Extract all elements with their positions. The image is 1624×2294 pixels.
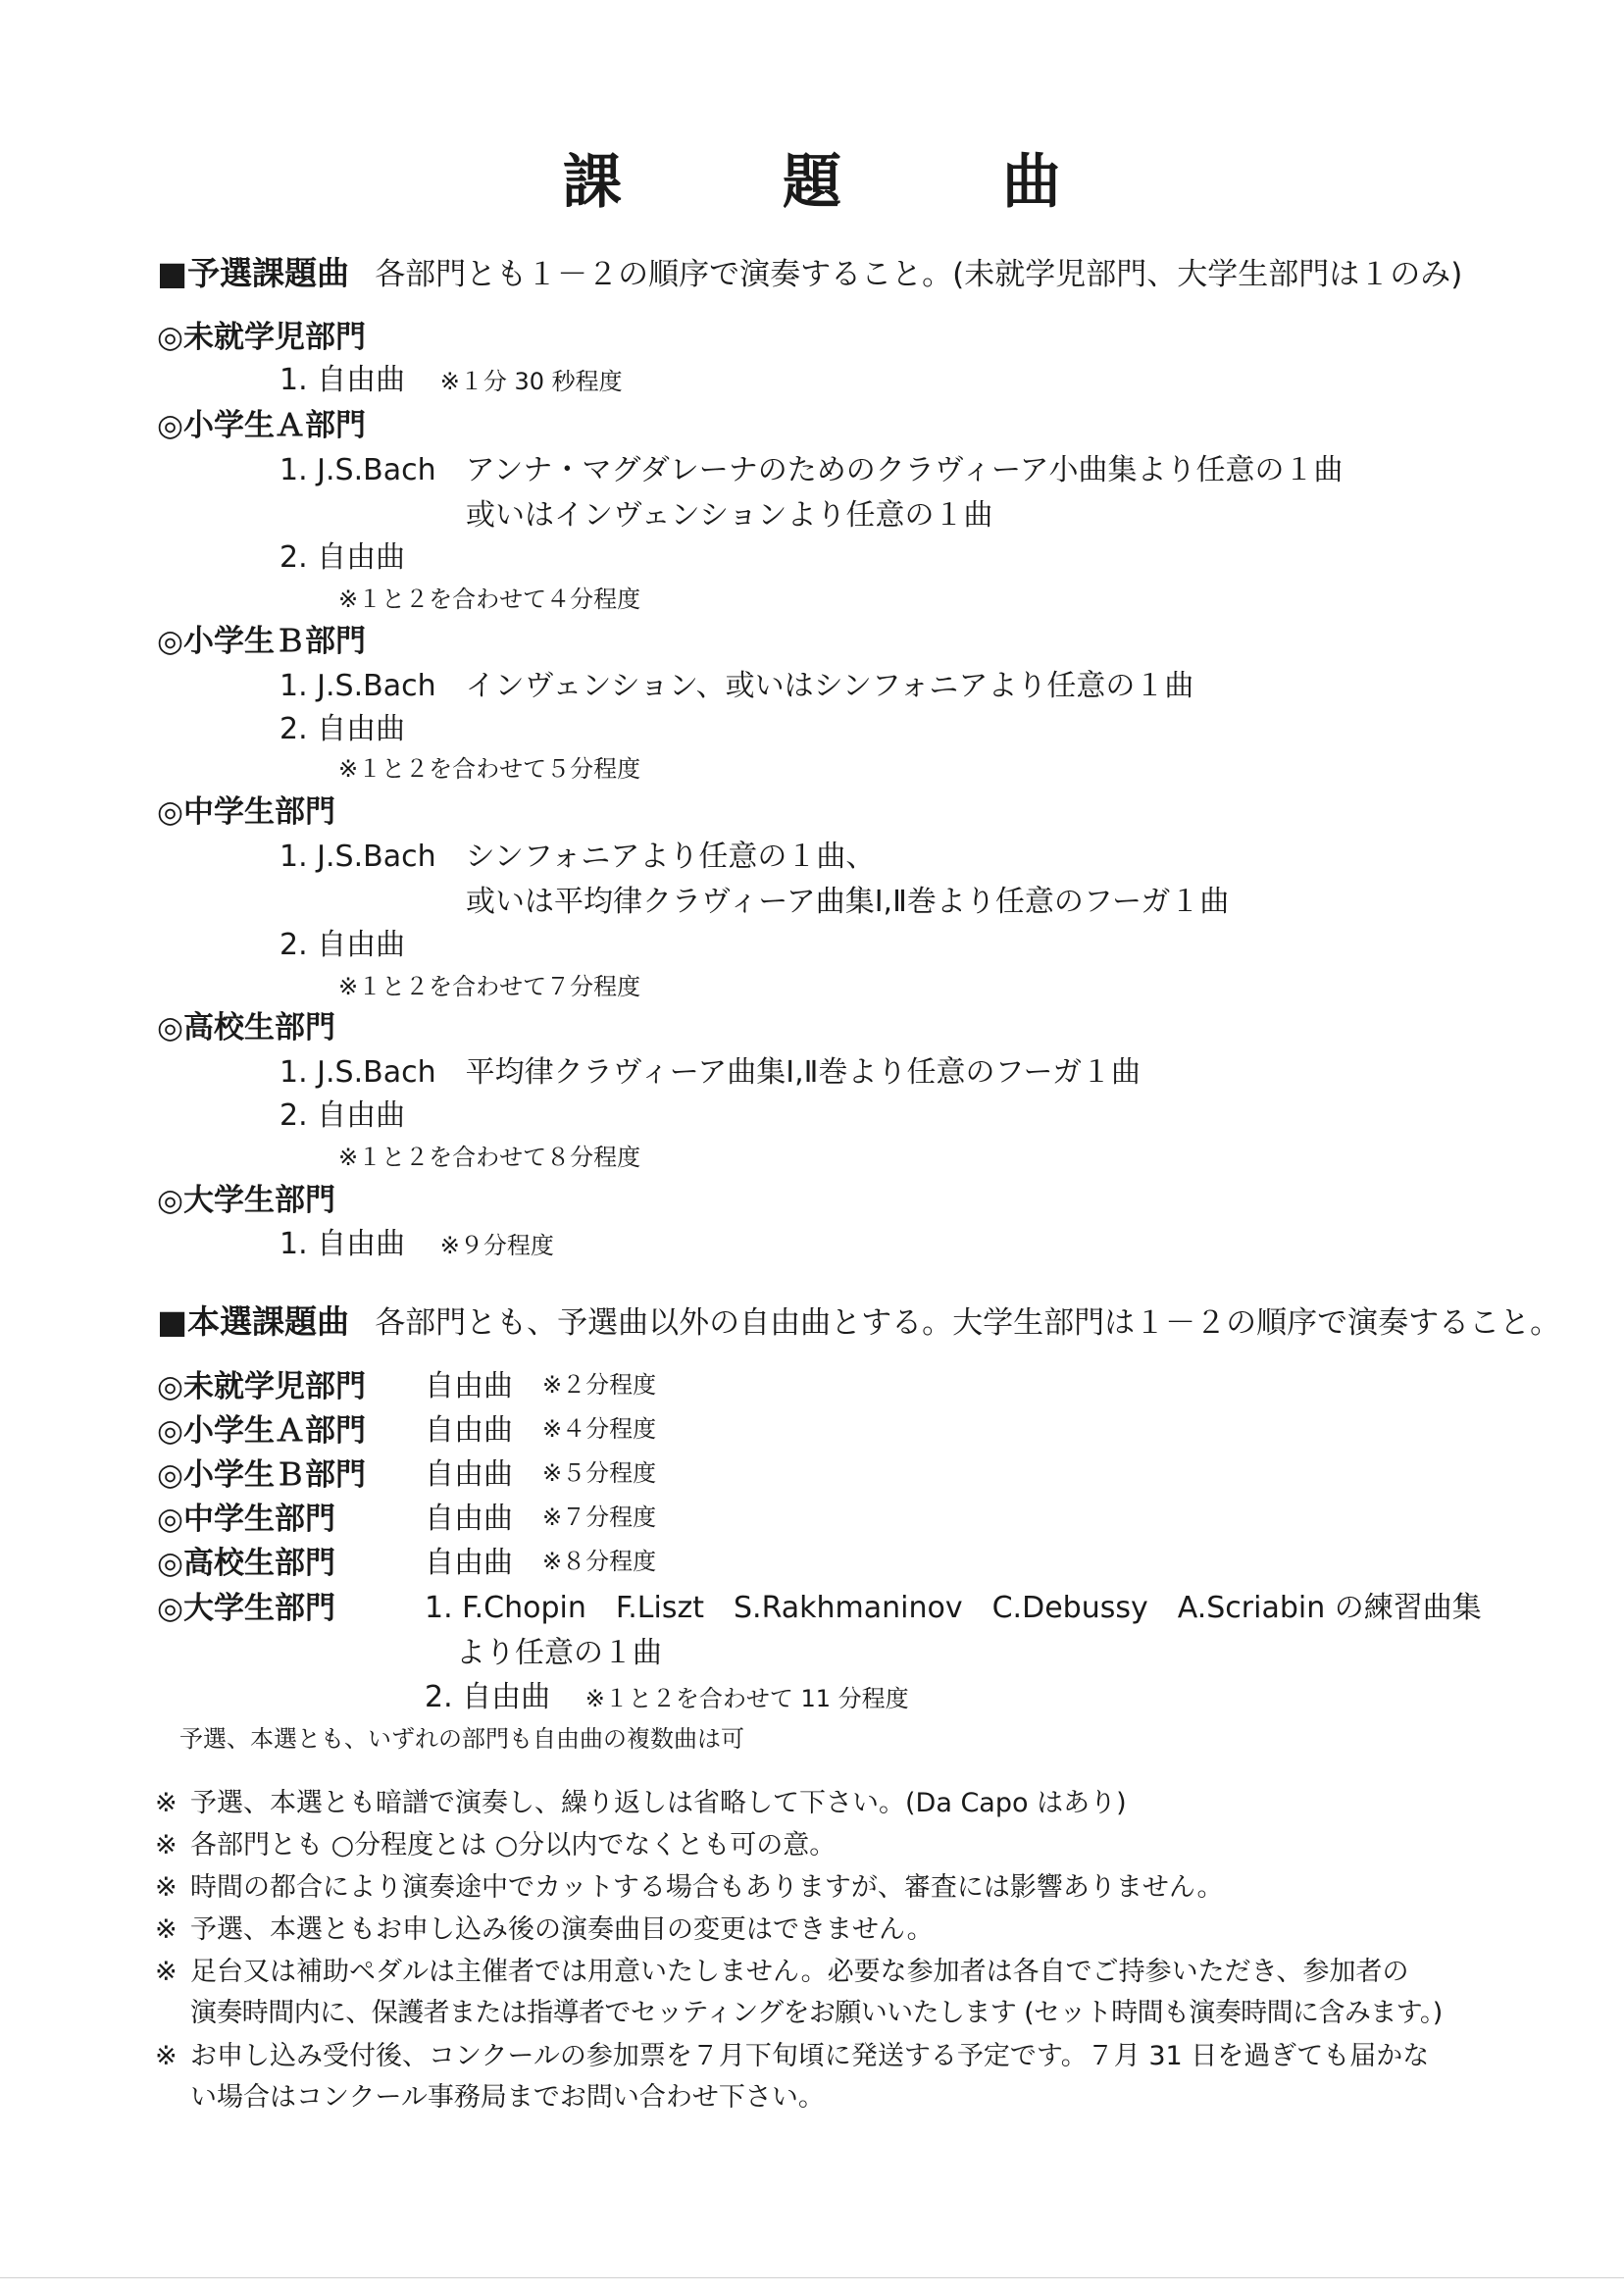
note-2 — [155, 1823, 836, 1861]
final-hs-piece: 自由曲 — [425, 1546, 513, 1580]
prelim-hs-note: ※１と２を合わせて８分程度 — [338, 1144, 641, 1171]
note-mark: ※ — [155, 1788, 178, 1818]
prelim-elem-a-item-1-cont: 或いはインヴェンションより任意の１曲 — [466, 498, 993, 533]
note-text: お申し込み受付後、コンクールの参加票を７月下旬頃に発送する予定です。７月 31 日を過ぎても届かな — [190, 2041, 1430, 2071]
final-heading-row — [157, 1297, 1560, 1343]
note-4 — [155, 1908, 934, 1946]
final-heading: ■本選課題曲 — [157, 1302, 350, 1341]
final-elem-a-note: ※４分程度 — [542, 1415, 657, 1443]
prelim-jh-item-1-cont: 或いは平均律クラヴィーア曲集Ⅰ,Ⅱ巻より任意のフーガ１曲 — [466, 885, 1230, 919]
prelim-jh-item-2: 2. 自由曲 — [279, 928, 406, 962]
final-univ-item-2 — [425, 1672, 909, 1715]
page-bottom-edge — [0, 2277, 1624, 2278]
item-note: ※１と２を合わせて 11 分程度 — [584, 1685, 909, 1712]
final-division-university: ◎大学生部門 — [157, 1591, 336, 1626]
note-text: 足台又は補助ペダルは主催者では用意いたしません。必要な参加者は各自でご持参いただき、参加者の — [190, 1957, 1409, 1987]
prelim-univ-item-1 — [279, 1219, 554, 1262]
final-hs-note: ※８分程度 — [542, 1548, 657, 1575]
final-division-elementary-b: ◎小学生Ｂ部門 — [157, 1457, 367, 1493]
final-jh-note: ※７分程度 — [542, 1504, 657, 1531]
preliminary-description: 各部門とも１－２の順序で演奏すること。(未就学児部門、大学生部門は１のみ) — [375, 257, 1463, 292]
preliminary-heading-row — [157, 248, 1462, 294]
prelim-division-high-school: ◎高校生部門 — [157, 1010, 336, 1045]
note-text: 予選、本選ともお申し込み後の演奏曲目の変更はできません。 — [190, 1914, 934, 1945]
preliminary-heading: ■予選課題曲 — [157, 254, 350, 292]
item-text: 2. 自由曲 — [425, 1680, 551, 1714]
final-elem-a-piece: 自由曲 — [425, 1413, 513, 1448]
prelim-division-elementary-b: ◎小学生Ｂ部門 — [157, 624, 367, 659]
item-note: ※９分程度 — [439, 1232, 554, 1259]
prelim-hs-item-1: 1. J.S.Bach 平均律クラヴィーア曲集Ⅰ,Ⅱ巻より任意のフーガ１曲 — [279, 1055, 1141, 1090]
final-division-high-school: ◎高校生部門 — [157, 1546, 336, 1581]
final-division-junior-high: ◎中学生部門 — [157, 1502, 336, 1537]
prelim-division-elementary-a: ◎小学生Ａ部門 — [157, 408, 367, 443]
final-preschool-note: ※２分程度 — [542, 1371, 657, 1399]
prelim-jh-item-1: 1. J.S.Bach シンフォニアより任意の１曲、 — [279, 840, 876, 874]
final-preschool-piece: 自由曲 — [425, 1369, 513, 1403]
prelim-elem-a-item-2: 2. 自由曲 — [279, 540, 406, 575]
page-title: 課 題 曲 — [563, 148, 1112, 217]
note-mark: ※ — [155, 1872, 178, 1903]
note-text: 時間の都合により演奏途中でカットする場合もありますが、審査には影響ありません。 — [190, 1872, 1224, 1903]
note-mark: ※ — [155, 2041, 178, 2071]
final-jh-piece: 自由曲 — [425, 1502, 513, 1536]
note-6 — [155, 2034, 1429, 2072]
final-elem-b-piece: 自由曲 — [425, 1457, 513, 1492]
prelim-elem-b-item-2: 2. 自由曲 — [279, 712, 406, 746]
prelim-elem-b-note: ※１と２を合わせて５分程度 — [338, 755, 641, 783]
prelim-elem-b-item-1: 1. J.S.Bach インヴェンション、或いはシンフォニアより任意の１曲 — [279, 669, 1194, 703]
prelim-hs-item-2: 2. 自由曲 — [279, 1098, 406, 1133]
note-mark: ※ — [155, 1914, 178, 1945]
final-division-elementary-a: ◎小学生Ａ部門 — [157, 1413, 367, 1449]
final-univ-item-1-cont: より任意の１曲 — [456, 1636, 662, 1670]
note-mark: ※ — [155, 1957, 178, 1987]
note-3 — [155, 1865, 1224, 1904]
note-5 — [155, 1950, 1409, 1988]
final-remark: 予選、本選とも、いずれの部門も自由曲の複数曲は可 — [179, 1725, 744, 1753]
prelim-division-preschool: ◎未就学児部門 — [157, 320, 367, 355]
item-text: 1. 自由曲 — [279, 1227, 406, 1261]
note-6-cont: い場合はコンクール事務局までお問い合わせ下さい。 — [190, 2082, 825, 2113]
final-division-preschool: ◎未就学児部門 — [157, 1369, 367, 1404]
prelim-preschool-item-1 — [279, 355, 623, 398]
note-text: 予選、本選とも暗譜で演奏し、繰り返しは省略して下さい。(Da Capo はあり) — [190, 1788, 1127, 1818]
item-note: ※１分 30 秒程度 — [439, 368, 623, 395]
prelim-jh-note: ※１と２を合わせて７分程度 — [338, 973, 641, 1000]
note-1 — [155, 1781, 1127, 1819]
note-text: 各部門とも ○分程度とは ○分以内でなくとも可の意。 — [190, 1830, 837, 1861]
note-5-cont: 演奏時間内に、保護者または指導者でセッティングをお願いいたします (セット時間も演奏時間に含みます。) — [190, 1998, 1443, 2028]
prelim-elem-a-item-1: 1. J.S.Bach アンナ・マグダレーナのためのクラヴィーア小曲集より任意の１曲 — [279, 453, 1344, 487]
prelim-division-university: ◎大学生部門 — [157, 1183, 336, 1218]
final-elem-b-note: ※５分程度 — [542, 1459, 657, 1487]
final-description: 各部門とも、予選曲以外の自由曲とする。大学生部門は１－２の順序で演奏すること。 — [375, 1305, 1561, 1341]
final-univ-item-1: 1. F.Chopin F.Liszt S.Rakhmaninov C.Debussy A.Scriabin の練習曲集 — [425, 1591, 1482, 1625]
note-mark: ※ — [155, 1830, 178, 1861]
prelim-division-junior-high: ◎中学生部門 — [157, 794, 336, 830]
item-text: 1. 自由曲 — [279, 363, 406, 397]
prelim-elem-a-note: ※１と２を合わせて４分程度 — [338, 586, 641, 613]
